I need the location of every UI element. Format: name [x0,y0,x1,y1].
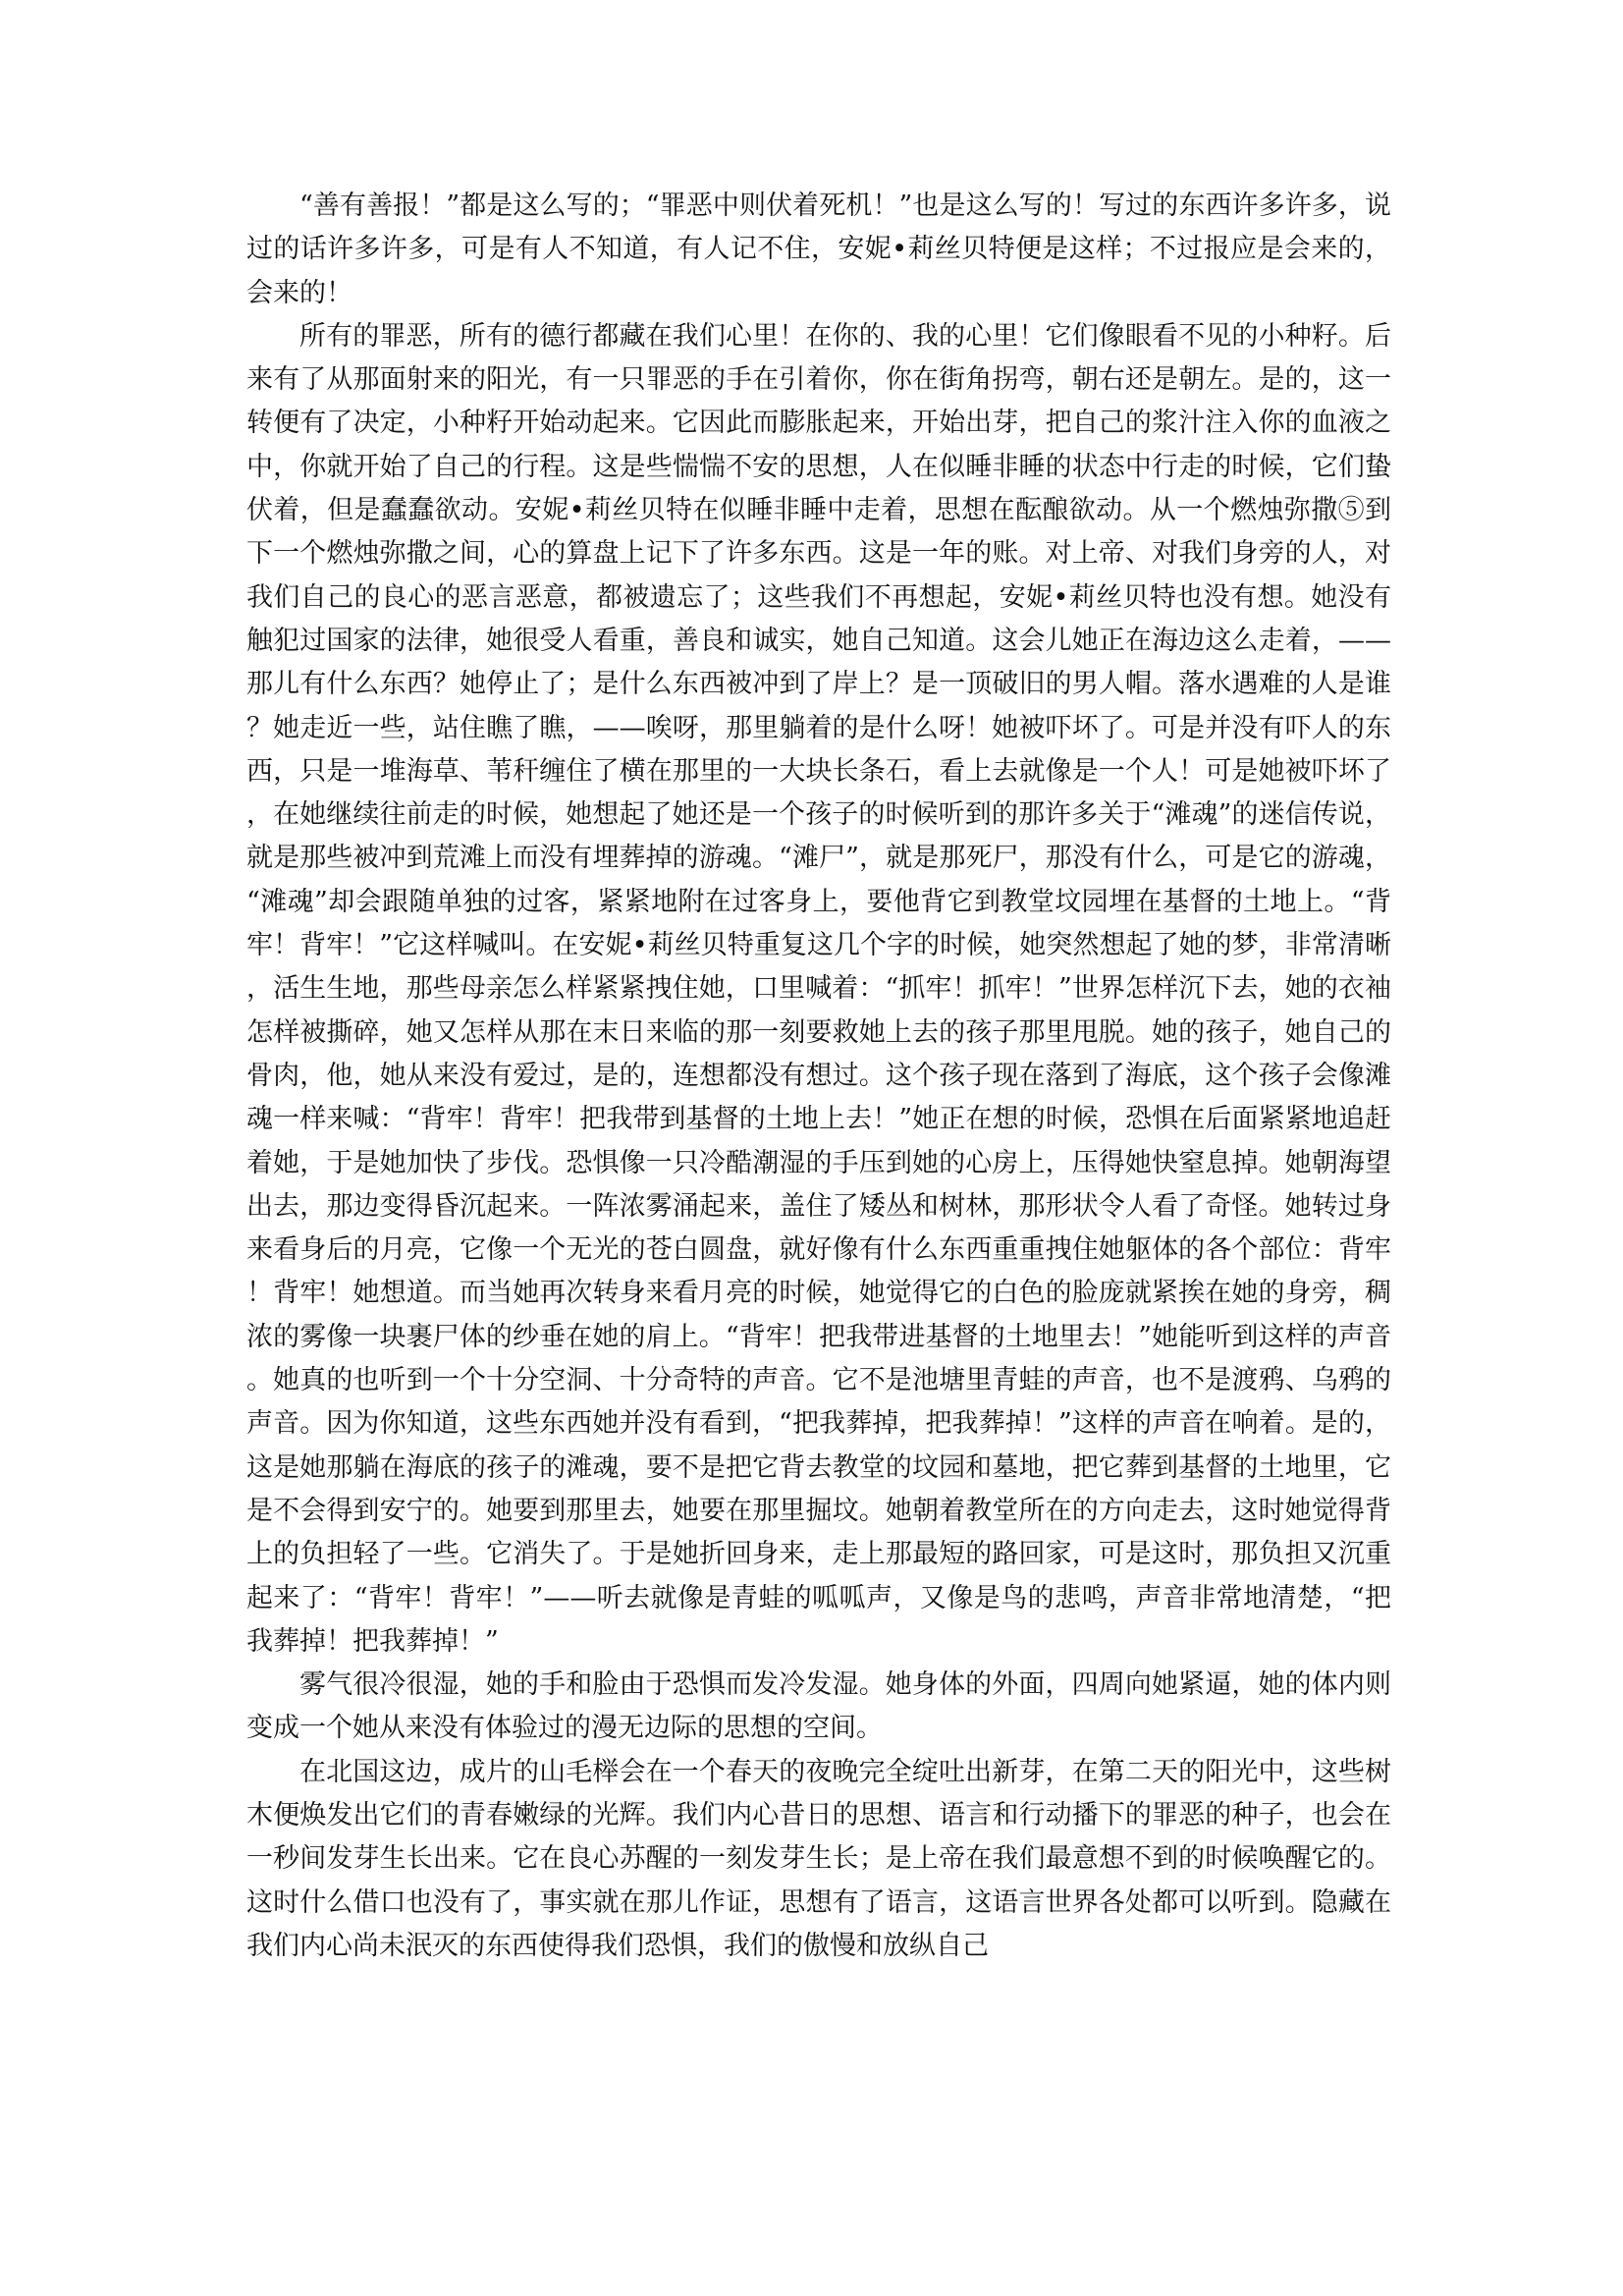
document-page [246,185,1391,1968]
paragraph: 所有的罪恶，所有的德行都藏在我们心里！在你的、我的心里！它们像眼看不见的小种籽。后来有了从那面射来的阳光，有一只罪恶的手在引着你，你在街角拐弯，朝右还是朝左。是的，这一转便有了决定，小种籽开始动起来。它因此而膨胀起来，开始出芽，把自己的浆汁注入你的血液之中，你就开始了自己的行程。这是些惴惴不安的思想，人在似睡非睡的状态中行走的时候，它们蛰伏着，但是蠢蠢欲动。安妮•莉丝贝特在似睡非睡中走着，思想在酝酿欲动。从一个燃烛弥撒⑤到下一个燃烛弥撒之间，心的算盘上记下了许多东西。这是一年的账。对上帝、对我们身旁的人，对我们自己的良心的恶言恶意，都被遗忘了；这些我们不再想起，安妮•莉丝贝特也没有想。她没有触犯过国家的法律，她很受人看重，善良和诚实，她自己知道。这会儿她正在海边这么走着，——那儿有什么东西？她停止了；是什么东西被冲到了岸上？是一顶破旧的男人帽。落水遇难的人是谁？她走近一些，站住瞧了瞧，——唉呀，那里躺着的是什么呀！她被吓坏了。可是并没有吓人的东西，只是一堆海草、苇秆缠住了横在那里的一大块长条石，看上去就像是一个人！可是她被吓坏了，在她继续往前走的时候，她想起了她还是一个孩子的时候听到的那许多关于“滩魂”的迷信传说，就是那些被冲到荒滩上而没有埋葬掉的游魂。“滩尸”，就是那死尸，那没有什么，可是它的游魂，“滩魂”却会跟随单独的过客，紧紧地附在过客身上，要他背它到教堂坟园埋在基督的土地上。“背牢！背牢！”它这样喊叫。在安妮•莉丝贝特重复这几个字的时候，她突然想起了她的梦，非常清晰，活生生地，那些母亲怎么样紧紧拽住她，口里喊着：“抓牢！抓牢！”世界怎样沉下去，她的衣袖怎样被撕碎，她又怎样从那在末日来临的那一刻要救她上去的孩子那里甩脱。她的孩子，她自己的骨肉，他，她从来没有爱过，是的，连想都没有想过。这个孩子现在落到了海底，这个孩子会像滩魂一样来喊：“背牢！背牢！把我带到基督的土地上去！”她正在想的时候，恐惧在后面紧紧地追赶着她，于是她加快了步伐。恐惧像一只冷酷潮湿的手压到她的心房上，压得她快窒息掉。她朝海望出去，那边变得昏沉起来。一阵浓雾涌起来，盖住了矮丛和树林，那形状令人看了奇怪。她转过身来看身后的月亮，它像一个无光的苍白圆盘，就好像有什么东西重重拽住她躯体的各个部位：背牢！背牢！她想道。而当她再次转身来看月亮的时候，她觉得它的白色的脸庞就紧挨在她的身旁，稠浓的雾像一块裹尸体的纱垂在她的肩上。“背牢！把我带进基督的土地里去！”她能听到这样的声音。她真的也听到一个十分空洞、十分奇特的声音。它不是池塘里青蛙的声音，也不是渡鸦、乌鸦的声音。因为你知道，这些东西她并没有看到，“把我葬掉，把我葬掉！”这样的声音在响着。是的，这是她那躺在海底的孩子的滩魂，要不是把它背去教堂的坟园和墓地，把它葬到基督的土地里，它是不会得到安宁的。她要到那里去，她要在那里掘坟。她朝着教堂所在的方向走去，这时她觉得背上的负担轻了一些。它消失了。于是她折回身来，走上那最短的路回家，可是这时，那负担又沉重起来了：“背牢！背牢！”——听去就像是青蛙的呱呱声，又像是鸟的悲鸣，声音非常地清楚，“把我葬掉！把我葬掉！” [246,320,1391,1657]
paragraph: “善有善报！”都是这么写的；“罪恶中则伏着死机！”也是这么写的！写过的东西许多许多，说过的话许多许多，可是有人不知道，有人记不住，安妮•莉丝贝特便是这样；不过报应是会来的，会来的！ [246,191,1391,308]
paragraph: 雾气很冷很湿，她的手和脸由于恐惧而发冷发湿。她身体的外面，四周向她紧逼，她的体内则变成一个她从来没有体验过的漫无边际的思想的空间。 [246,1669,1391,1744]
paragraph: 在北国这边，成片的山毛榉会在一个春天的夜晚完全绽吐出新芽，在第二天的阳光中，这些树木便焕发出它们的青春嫩绿的光辉。我们内心昔日的思想、语言和行动播下的罪恶的种子，也会在一秒间发芽生长出来。它在良心苏醒的一刻发芽生长；是上帝在我们最意想不到的时候唤醒它的。这时什么借口也没有了，事实就在那儿作证，思想有了语言，这语言世界各处都可以听到。隐藏在我们内心尚未泯灭的东西使得我们恐惧，我们的傲慢和放纵自己 [246,1756,1391,1961]
